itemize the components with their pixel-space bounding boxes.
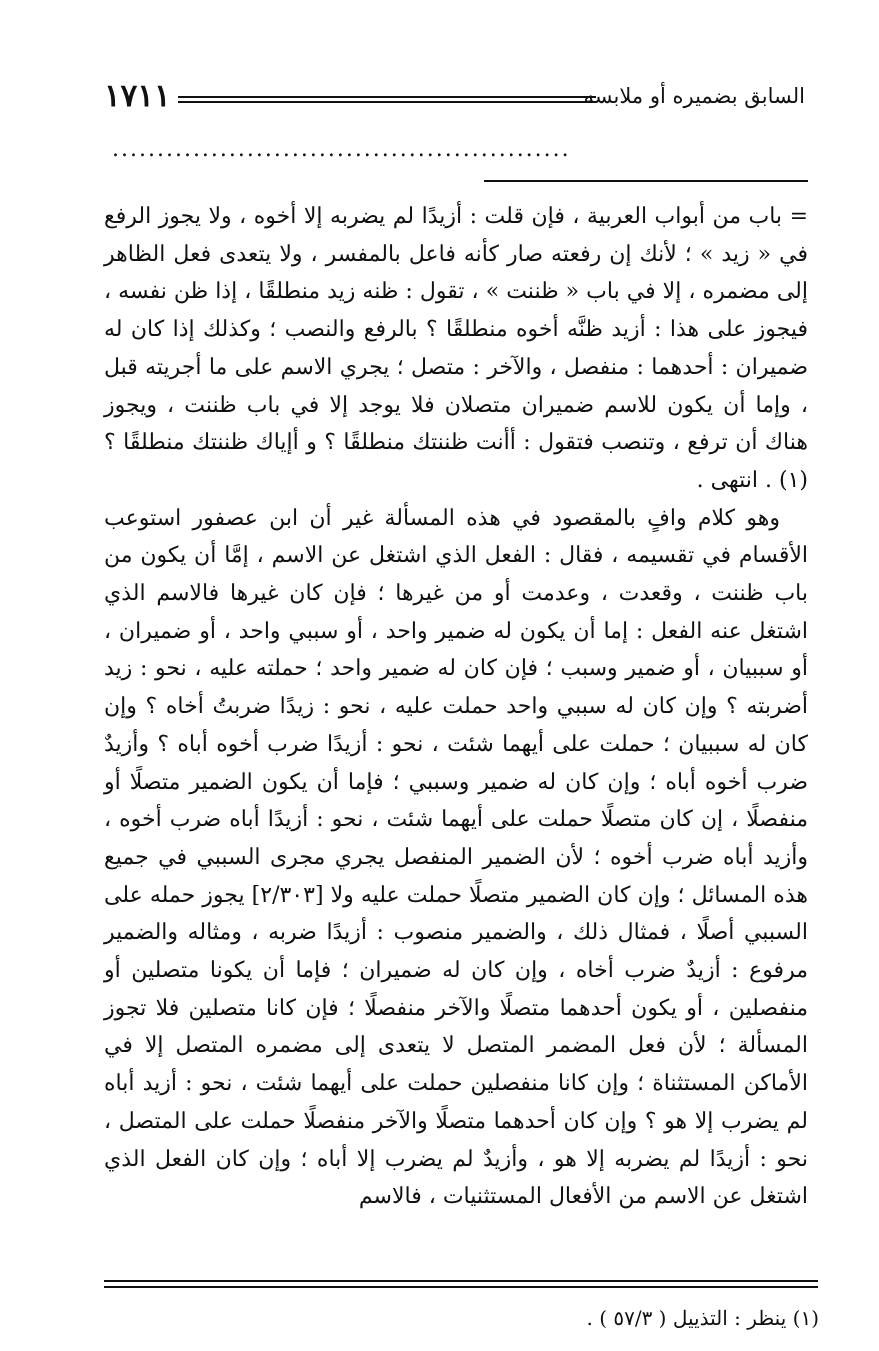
- running-header-title: السابق بضميره أو ملابسه: [583, 84, 805, 108]
- separator-rule: [484, 180, 808, 182]
- footnote-rule-top: [104, 1280, 818, 1282]
- footnote-rule-bottom: [104, 1286, 818, 1288]
- continuation-mark: =: [789, 204, 808, 229]
- header-rule-top: [178, 96, 596, 98]
- paragraph-continuation: [104, 198, 808, 500]
- dotted-separator: ...................................................: [112, 140, 571, 160]
- paragraph-text: باب من أبواب العربية ، فإن قلت : أزيدًا لم يضربه إلا أخوه ، ولا يجوز الرفع في « زيد » ؛ لأنك إن رفعته صار كأنه فاعل بالمفسر ، ولا يتعدى فعل الظاهر إلى مضمره ، إلا في باب « ظننت » ، تقول : ظنه زيد منطلقًا ، إذا ظن نفسه ، فيجوز على هذا : أزيد ظنَّه أخوه منطلقًا ؟ بالرفع والنصب ؛ وكذلك إذا كان له ضميران : أحدهما : منفصل ، والآخر : متصل ؛ يجري الاسم على ما أجريته قبل ، وإما أن يكون للاسم ضميران متصلان فلا يوجد إلا في باب ظننت ، ويجوز هناك أن ترفع ، وتنصب فتقول : أأنت ظننتك منطلقًا ؟ و أإياك ظننتك منطلقًا ؟ (١) . انتهى .: [104, 204, 808, 493]
- footnote: (١) ينظر : التذييل ( ٥٧/٣ ) .: [586, 1306, 819, 1330]
- paragraph: وهو كلام وافٍ بالمقصود في هذه المسألة غير أن ابن عصفور استوعب الأقسام في تقسيمه ، فقال : الفعل الذي اشتغل عن الاسم ، إمَّا أن يكون من باب ظننت ، وقعدت ، وعدمت أو من غيرها ؛ فإن كان غيرها فالاسم الذي اشتغل عنه الفعل : إما أن يكون له ضمير واحد ، أو سببي واحد ، أو ضميران ، أو سببيان ، أو ضمير وسبب ؛ فإن كان له ضمير واحد ؛ حملته عليه ، نحو : زيد أضربته ؟ وإن كان له سببي واحد حملت عليه ، نحو : زيدًا ضربتُ أخاه ؟ وإن كان له سببيان ؛ حملت على أيهما شئت ، نحو : أزيدًا ضرب أخوه أباه ؟ وأزيدٌ ضرب أخوه أباه ؛ وإن كان له ضمير وسببي ؛ فإما أن يكون الضمير متصلًا أو منفصلًا ، إن كان متصلًا حملت على أيهما شئت ، نحو : أزيدًا أباه ضرب أخوه ، وأزيد أباه ضرب أخوه ؛ لأن الضمير المنفصل يجري مجرى السببي في جميع هذه المسائل ؛ وإن كان الضمير متصلًا حملت عليه ولا [٢/٣٠٣] يجوز حمله على السببي أصلًا ، فمثال ذلك ، والضمير منصوب : أزيدًا ضربه ، ومثاله والضمير مرفوع : أزيدٌ ضرب أخاه ، وإن كان له ضميران ؛ فإما أن يكونا متصلين أو منفصلين ، أو يكون أحدهما متصلًا والآخر منفصلًا ؛ فإن كانا متصلين فلا تجوز المسألة ؛ لأن فعل المضمر المتصل لا يتعدى إلى مضمره المتصل إلا في الأماكن المستثناة ؛ وإن كانا منفصلين حملت على أيهما شئت ، نحو : أزيد أباه لم يضرب إلا هو ؟ وإن كان أحدهما متصلًا والآخر منفصلًا حملت على المتصل ، نحو : أزيدًا لم يضربه إلا هو ، وأزيدٌ لم يضرب إلا أباه ؛ وإن كان الفعل الذي اشتغل عن الاسم من الأفعال المستثنيات ، فالاسم: [104, 505, 809, 1210]
- header-rule-bottom: [178, 101, 596, 103]
- main-text: [104, 198, 808, 1216]
- page-number: ١٧١١: [104, 78, 171, 114]
